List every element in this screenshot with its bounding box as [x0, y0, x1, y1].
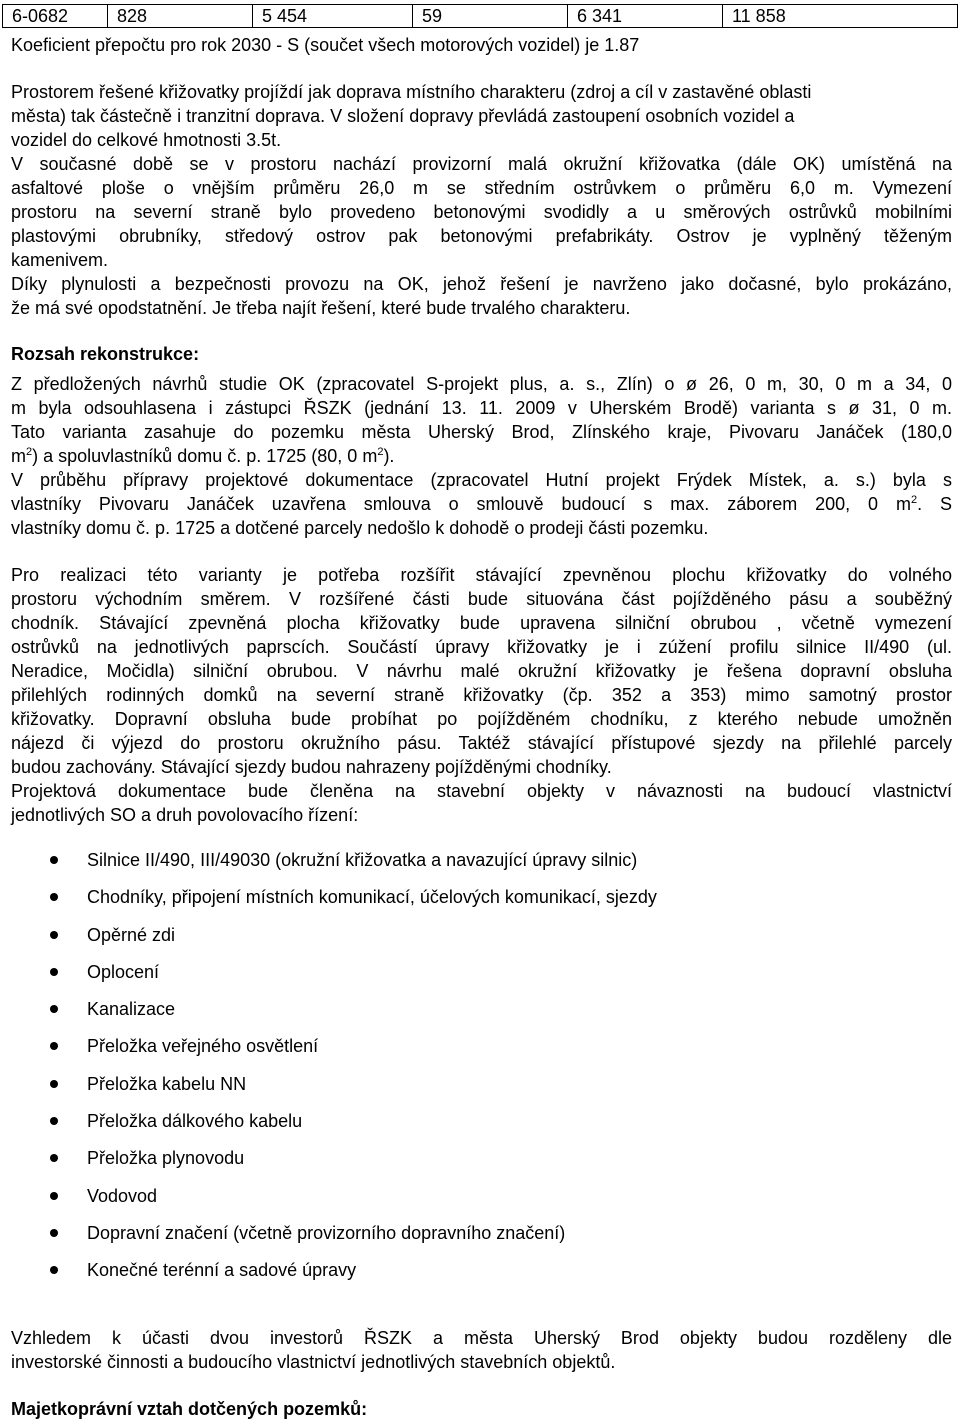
bullet-icon: [50, 1192, 58, 1200]
list-item: Silnice II/490, III/49030 (okružní křižovatka a navazující úpravy silnic): [50, 848, 910, 885]
paragraph-justification: [11, 272, 952, 320]
text-line: vozidel do celkové hmotnosti 3.5t.: [11, 130, 282, 150]
bullet-icon: [50, 893, 58, 901]
text-line: investorské činnosti a budoucího vlastnictví jednotlivých stavebních objektů.: [11, 1352, 616, 1372]
text-line: Tato varianta zasahuje do pozemku města Uherský Brod, Zlínského kraje, Pivovaru Janáček (180,0: [11, 422, 952, 442]
list-item: Oplocení: [50, 960, 910, 997]
text-line: Díky plynulosti a bezpečnosti provozu na OK, jehož řešení je navrženo jako dočasné, bylo prokázáno,: [11, 274, 952, 294]
list-item: Přeložka dálkového kabelu: [50, 1109, 910, 1146]
text-line: V průběhu přípravy projektové dokumentace (zpracovatel Hutní projekt Frýdek Místek, a. s.) byla s: [11, 470, 952, 490]
text-line: vlastníky Pivovaru Janáček uzavřena smlouva o smlouvě budoucí s max. záborem 200, 0 $m^2$. S: [11, 494, 952, 514]
text-line: prostoru východním směrem. V rozšířené části bude situována část pojížděného pásu a souběžný: [11, 589, 952, 609]
text-line: m byla odsouhlasena i zástupci ŘSZK (jednání 13. 11. 2009 v Uherském Brodě) varianta s ø 31, 0 m.: [11, 398, 952, 418]
text-line: křižovatky. Dopravní obsluha bude probíhat po pojížděném chodníku, z kterého nebude umožněn: [11, 709, 952, 729]
text-line: kamenivem.: [11, 250, 109, 270]
text-line: asfaltové ploše o vnějším průměru 26,0 m se středním ostrůvkem o průměru 6,0 m. Vymezení: [11, 178, 952, 198]
building-objects-list: [50, 848, 910, 1296]
text-line: jednotlivých SO a druh povolovacího řízení:: [11, 805, 359, 825]
paragraph-realization: [11, 563, 952, 827]
bullet-icon: [50, 1117, 58, 1125]
bullet-icon: [50, 931, 58, 939]
paragraph-investors: [11, 1326, 952, 1374]
text-line: města) tak částečně i tranzitní doprava. V složení dopravy převládá zastoupení osobních vozidel a: [11, 106, 795, 126]
text-line: V současné době se v prostoru nachází provizorní malá okružní křižovatka (dále OK) umístěná na: [11, 154, 952, 174]
heading-scope: Rozsah rekonstrukce:: [11, 344, 200, 364]
list-item: Opěrné zdi: [50, 923, 910, 960]
paragraph-variants: [11, 372, 952, 540]
text-line: Z předložených návrhů studie OK (zpracovatel S-projekt plus, a. s., Zlín) o ø 26, 0 m, 30, 0 m a 34, 0: [11, 374, 952, 394]
paragraph-current-state: [11, 152, 952, 272]
text-line: vlastníky domu č. p. 1725 a dotčené parcely nedošlo k dohodě o prodeji části pozemku.: [11, 518, 709, 538]
text-line: ostrůvků na jednotlivých paprscích. Součástí úpravy křižovatky je i zúžení profilu silnice II/490 (ul.: [11, 637, 952, 657]
list-item: Konečné terénní a sadové úpravy: [50, 1258, 910, 1295]
traffic-table: [2, 4, 958, 28]
list-item: Přeložka plynovodu: [50, 1146, 910, 1183]
heading-property: Majetkoprávní vztah dotčených pozemků:: [11, 1399, 368, 1419]
text-line: Vzhledem k účasti dvou investorů ŘSZK a města Uherský Brod objekty budou rozděleny dle: [11, 1328, 952, 1348]
text-line: že má své opodstatnění. Je třeba najít řešení, které bude trvalého charakteru.: [11, 298, 631, 318]
bullet-icon: [50, 856, 58, 864]
table-row: [3, 5, 958, 28]
text-line: přilehlých rodinných domků na severní straně křižovatky (čp. 352 a 353) mimo samotný prostor: [11, 685, 952, 705]
list-item: Chodníky, připojení místních komunikací, účelových komunikací, sjezdy: [50, 885, 910, 922]
text-line: nájezd či výjezd do prostoru okružního pásu. Taktéž stávající přístupové sjezdy na přilehlé parcely: [11, 733, 952, 753]
koeficient-line: Koeficient přepočtu pro rok 2030 - S (součet všech motorových vozidel) je 1.87: [11, 35, 640, 55]
table-cell: 6 341: [568, 5, 723, 28]
list-item: Vodovod: [50, 1184, 910, 1221]
bullet-icon: [50, 1229, 58, 1237]
bullet-icon: [50, 1154, 58, 1162]
paragraph-traffic: [11, 80, 952, 152]
table-cell: 59: [413, 5, 568, 28]
bullet-icon: [50, 1005, 58, 1013]
text-line: Pro realizaci této varianty je potřeba rozšířit stávající zpevněnou plochu křižovatky do volného: [11, 565, 952, 585]
text-line: plastovými obrubníky, středový ostrov pak betonovými prefabrikáty. Ostrov je vyplněný těženým: [11, 226, 952, 246]
text-line: Prostorem řešené křižovatky projíždí jak doprava místního charakteru (zdroj a cíl v zastavěné oblasti: [11, 82, 812, 102]
table-cell: 5 454: [253, 5, 413, 28]
text-line: prostoru na severní straně bylo provedeno betonovými svodidly a u směrových ostrůvků mobilními: [11, 202, 952, 222]
bullet-icon: [50, 1042, 58, 1050]
text-line: $m^2$) a spoluvlastníků domu č. p. 1725 (80, 0 $m^2$).: [11, 446, 395, 466]
bullet-icon: [50, 968, 58, 976]
table-cell: 828: [108, 5, 253, 28]
list-item: Dopravní značení (včetně provizorního dopravního značení): [50, 1221, 910, 1258]
text-line: Neradice, Močidla) silniční obrubou. V návrhu malé okružní křižovatky je řešena dopravní obsluha: [11, 661, 952, 681]
bullet-icon: [50, 1080, 58, 1088]
table-cell: 6-0682: [3, 5, 108, 28]
text-line: Projektová dokumentace bude členěna na stavební objekty v návaznosti na budoucí vlastnictví: [11, 781, 952, 801]
table-cell: 11 858: [723, 5, 958, 28]
bullet-icon: [50, 1266, 58, 1274]
list-item: Přeložka kabelu NN: [50, 1072, 910, 1109]
text-line: budou zachovány. Stávající sjezdy budou nahrazeny pojížděnými chodníky.: [11, 757, 612, 777]
list-item: Přeložka veřejného osvětlení: [50, 1034, 910, 1071]
text-line: chodník. Stávající zpevněná plocha křižovatky bude upravena silniční obrubou , včetně vymezení: [11, 613, 952, 633]
list-item: Kanalizace: [50, 997, 910, 1034]
